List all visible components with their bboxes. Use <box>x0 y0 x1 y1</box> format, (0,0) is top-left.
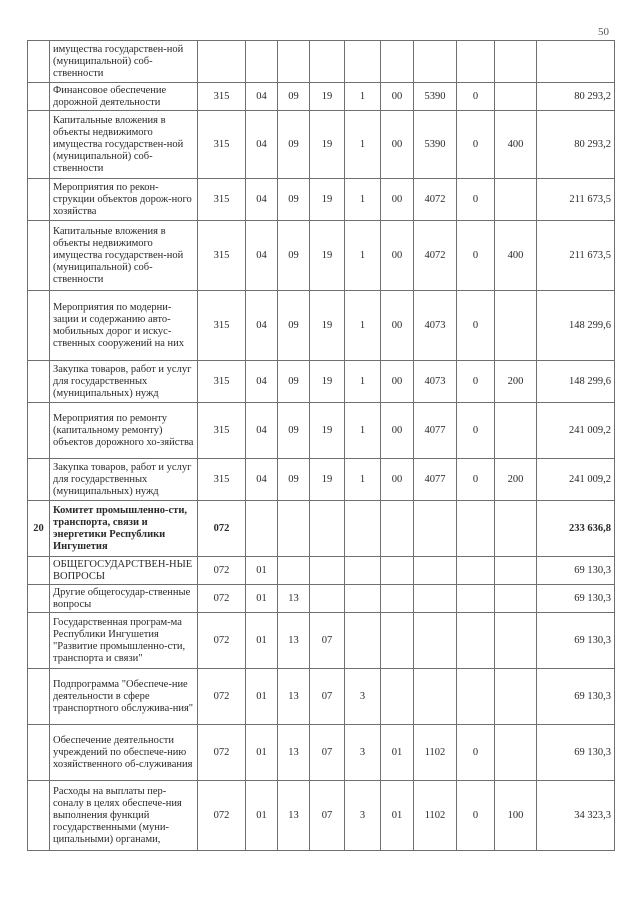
direction-code <box>414 557 457 585</box>
subsection-code: 13 <box>278 669 310 725</box>
section-code: 01 <box>246 781 278 851</box>
expense-type-code <box>495 41 537 83</box>
suffix-code: 0 <box>457 725 495 781</box>
direction-code: 5390 <box>414 83 457 111</box>
suffix-code: 0 <box>457 459 495 501</box>
subsection-code: 09 <box>278 83 310 111</box>
program-code <box>310 41 345 83</box>
program-code: 19 <box>310 179 345 221</box>
program-code: 07 <box>310 781 345 851</box>
expense-type-code <box>495 291 537 361</box>
program-code: 19 <box>310 361 345 403</box>
suffix-code: 0 <box>457 179 495 221</box>
suffix-code <box>457 613 495 669</box>
direction-code: 1102 <box>414 725 457 781</box>
row-number <box>28 403 50 459</box>
item-name: Мероприятия по рекон-струкции объектов дорож-ного хозяйства <box>50 179 198 221</box>
suffix-code: 0 <box>457 83 495 111</box>
event-code: 00 <box>381 403 414 459</box>
amount-value: 69 130,3 <box>537 613 615 669</box>
admin-code: 072 <box>198 501 246 557</box>
amount-value: 34 323,3 <box>537 781 615 851</box>
event-code: 00 <box>381 459 414 501</box>
expense-type-code <box>495 403 537 459</box>
subsection-code: 13 <box>278 585 310 613</box>
subprogram-code: 1 <box>345 179 381 221</box>
admin-code <box>198 41 246 83</box>
row-number <box>28 41 50 83</box>
event-code: 00 <box>381 83 414 111</box>
table-row <box>28 459 615 501</box>
subprogram-code: 1 <box>345 291 381 361</box>
event-code <box>381 557 414 585</box>
program-code: 19 <box>310 403 345 459</box>
direction-code: 4073 <box>414 361 457 403</box>
item-name: Капитальные вложения в объекты недвижимого имущества государствен-ной (муниципальной) соб-ственности <box>50 221 198 291</box>
expense-type-code <box>495 557 537 585</box>
event-code <box>381 613 414 669</box>
subsection-code: 09 <box>278 111 310 179</box>
amount-value: 148 299,6 <box>537 361 615 403</box>
suffix-code <box>457 557 495 585</box>
subsection-code: 09 <box>278 179 310 221</box>
table-row <box>28 111 615 179</box>
subprogram-code: 3 <box>345 781 381 851</box>
item-name: Закупка товаров, работ и услуг для государственных (муниципальных) нужд <box>50 361 198 403</box>
item-name: Обеспечение деятельности учреждений по обеспече-нию хозяйственного об-служивания <box>50 725 198 781</box>
item-name: Финансовое обеспечение дорожной деятельности <box>50 83 198 111</box>
expense-type-code <box>495 83 537 111</box>
expense-type-code: 400 <box>495 111 537 179</box>
row-number <box>28 725 50 781</box>
item-name: Мероприятия по ремонту (капитальному ремонту) объектов дорожного хо-зяйства <box>50 403 198 459</box>
suffix-code: 0 <box>457 291 495 361</box>
direction-code: 4072 <box>414 221 457 291</box>
amount-value: 241 009,2 <box>537 403 615 459</box>
subsection-code: 09 <box>278 403 310 459</box>
expense-type-code <box>495 501 537 557</box>
suffix-code <box>457 585 495 613</box>
subsection-code: 09 <box>278 291 310 361</box>
event-code <box>381 585 414 613</box>
admin-code: 072 <box>198 613 246 669</box>
item-name: ОБЩЕГОСУДАРСТВЕН-НЫЕ ВОПРОСЫ <box>50 557 198 585</box>
table-row <box>28 725 615 781</box>
event-code <box>381 669 414 725</box>
section-code: 01 <box>246 613 278 669</box>
amount-value: 69 130,3 <box>537 669 615 725</box>
row-number <box>28 361 50 403</box>
table-body <box>28 41 615 851</box>
item-name: Подпрограмма "Обеспече-ние деятельности в сфере транспортного обслужива-ния" <box>50 669 198 725</box>
budget-table <box>27 40 615 851</box>
direction-code <box>414 669 457 725</box>
event-code: 00 <box>381 221 414 291</box>
admin-code: 315 <box>198 111 246 179</box>
direction-code <box>414 585 457 613</box>
section-code: 04 <box>246 83 278 111</box>
section-code <box>246 501 278 557</box>
event-code <box>381 501 414 557</box>
item-name: Комитет промышленно-сти, транспорта, связи и энергетики Республики Ингушетия <box>50 501 198 557</box>
expense-type-code <box>495 613 537 669</box>
direction-code: 4072 <box>414 179 457 221</box>
admin-code: 315 <box>198 459 246 501</box>
program-code <box>310 585 345 613</box>
subprogram-code: 1 <box>345 111 381 179</box>
event-code: 00 <box>381 111 414 179</box>
section-code: 04 <box>246 179 278 221</box>
program-code: 07 <box>310 669 345 725</box>
amount-value: 69 130,3 <box>537 585 615 613</box>
program-code: 19 <box>310 291 345 361</box>
section-code: 01 <box>246 669 278 725</box>
subprogram-code <box>345 501 381 557</box>
subprogram-code: 3 <box>345 725 381 781</box>
suffix-code: 0 <box>457 221 495 291</box>
item-name: Закупка товаров, работ и услуг для государственных (муниципальных) нужд <box>50 459 198 501</box>
program-code: 07 <box>310 613 345 669</box>
section-code: 01 <box>246 585 278 613</box>
row-number <box>28 83 50 111</box>
item-name: Государственная програм-ма Республики Ингушетия "Развитие промышленно-сти, транспорта и связи" <box>50 613 198 669</box>
event-code: 00 <box>381 179 414 221</box>
amount-value: 80 293,2 <box>537 111 615 179</box>
expense-type-code <box>495 179 537 221</box>
row-number <box>28 585 50 613</box>
expense-type-code: 200 <box>495 459 537 501</box>
amount-value: 69 130,3 <box>537 557 615 585</box>
subprogram-code <box>345 613 381 669</box>
row-number: 20 <box>28 501 50 557</box>
amount-value: 233 636,8 <box>537 501 615 557</box>
amount-value: 69 130,3 <box>537 725 615 781</box>
subprogram-code: 3 <box>345 669 381 725</box>
program-code <box>310 501 345 557</box>
subsection-code <box>278 41 310 83</box>
program-code: 07 <box>310 725 345 781</box>
suffix-code <box>457 669 495 725</box>
event-code <box>381 41 414 83</box>
suffix-code <box>457 501 495 557</box>
item-name: Мероприятия по модерни-зации и содержанию авто-мобильных дорог и искус-ственных сооружений на них <box>50 291 198 361</box>
section-code: 04 <box>246 459 278 501</box>
admin-code: 315 <box>198 291 246 361</box>
table-row <box>28 669 615 725</box>
row-number <box>28 111 50 179</box>
amount-value <box>537 41 615 83</box>
program-code: 19 <box>310 221 345 291</box>
subsection-code: 09 <box>278 459 310 501</box>
admin-code: 315 <box>198 83 246 111</box>
event-code: 00 <box>381 361 414 403</box>
admin-code: 072 <box>198 557 246 585</box>
table-row <box>28 361 615 403</box>
subprogram-code: 1 <box>345 221 381 291</box>
table-row <box>28 781 615 851</box>
table-row <box>28 403 615 459</box>
direction-code <box>414 41 457 83</box>
item-name: имущества государствен-ной (муниципальной) соб-ственности <box>50 41 198 83</box>
direction-code: 4077 <box>414 403 457 459</box>
expense-type-code: 400 <box>495 221 537 291</box>
admin-code: 072 <box>198 585 246 613</box>
row-number <box>28 221 50 291</box>
suffix-code <box>457 41 495 83</box>
expense-type-code <box>495 669 537 725</box>
event-code: 00 <box>381 291 414 361</box>
row-number <box>28 669 50 725</box>
row-number <box>28 291 50 361</box>
section-code: 04 <box>246 361 278 403</box>
admin-code: 315 <box>198 403 246 459</box>
row-number <box>28 557 50 585</box>
subprogram-code <box>345 557 381 585</box>
row-number <box>28 781 50 851</box>
admin-code: 072 <box>198 725 246 781</box>
expense-type-code <box>495 585 537 613</box>
admin-code: 072 <box>198 669 246 725</box>
direction-code: 1102 <box>414 781 457 851</box>
admin-code: 315 <box>198 361 246 403</box>
event-code: 01 <box>381 781 414 851</box>
subsection-code: 09 <box>278 221 310 291</box>
expense-type-code <box>495 725 537 781</box>
suffix-code: 0 <box>457 361 495 403</box>
subprogram-code: 1 <box>345 83 381 111</box>
table-row <box>28 557 615 585</box>
section-code: 04 <box>246 403 278 459</box>
expense-type-code: 200 <box>495 361 537 403</box>
subprogram-code <box>345 41 381 83</box>
subprogram-code: 1 <box>345 361 381 403</box>
amount-value: 148 299,6 <box>537 291 615 361</box>
table-row <box>28 179 615 221</box>
admin-code: 315 <box>198 221 246 291</box>
suffix-code: 0 <box>457 111 495 179</box>
admin-code: 315 <box>198 179 246 221</box>
section-code: 04 <box>246 111 278 179</box>
subsection-code: 09 <box>278 361 310 403</box>
program-code: 19 <box>310 83 345 111</box>
amount-value: 211 673,5 <box>537 221 615 291</box>
subsection-code <box>278 557 310 585</box>
suffix-code: 0 <box>457 781 495 851</box>
item-name: Капитальные вложения в объекты недвижимого имущества государствен-ной (муниципальной) соб-ственности <box>50 111 198 179</box>
section-code: 04 <box>246 291 278 361</box>
direction-code: 4073 <box>414 291 457 361</box>
item-name: Другие общегосудар-ственные вопросы <box>50 585 198 613</box>
row-number <box>28 459 50 501</box>
direction-code <box>414 613 457 669</box>
amount-value: 211 673,5 <box>537 179 615 221</box>
item-name: Расходы на выплаты пер-соналу в целях обеспече-ния выполнения функций государственными (муни-ципальными) органами, <box>50 781 198 851</box>
program-code <box>310 557 345 585</box>
table-row <box>28 501 615 557</box>
amount-value: 241 009,2 <box>537 459 615 501</box>
section-code: 01 <box>246 557 278 585</box>
subsection-code: 13 <box>278 725 310 781</box>
subprogram-code: 1 <box>345 459 381 501</box>
subprogram-code: 1 <box>345 403 381 459</box>
direction-code: 5390 <box>414 111 457 179</box>
amount-value: 80 293,2 <box>537 83 615 111</box>
section-code: 04 <box>246 221 278 291</box>
subsection-code: 13 <box>278 781 310 851</box>
admin-code: 072 <box>198 781 246 851</box>
subsection-code: 13 <box>278 613 310 669</box>
section-code <box>246 41 278 83</box>
section-code: 01 <box>246 725 278 781</box>
table-row <box>28 221 615 291</box>
subsection-code <box>278 501 310 557</box>
program-code: 19 <box>310 459 345 501</box>
direction-code: 4077 <box>414 459 457 501</box>
direction-code <box>414 501 457 557</box>
row-number <box>28 613 50 669</box>
table-row <box>28 291 615 361</box>
table-row <box>28 613 615 669</box>
table-row <box>28 83 615 111</box>
table-row <box>28 585 615 613</box>
suffix-code: 0 <box>457 403 495 459</box>
page-number: 50 <box>598 26 609 38</box>
expense-type-code: 100 <box>495 781 537 851</box>
program-code: 19 <box>310 111 345 179</box>
subprogram-code <box>345 585 381 613</box>
event-code: 01 <box>381 725 414 781</box>
table-row <box>28 41 615 83</box>
row-number <box>28 179 50 221</box>
